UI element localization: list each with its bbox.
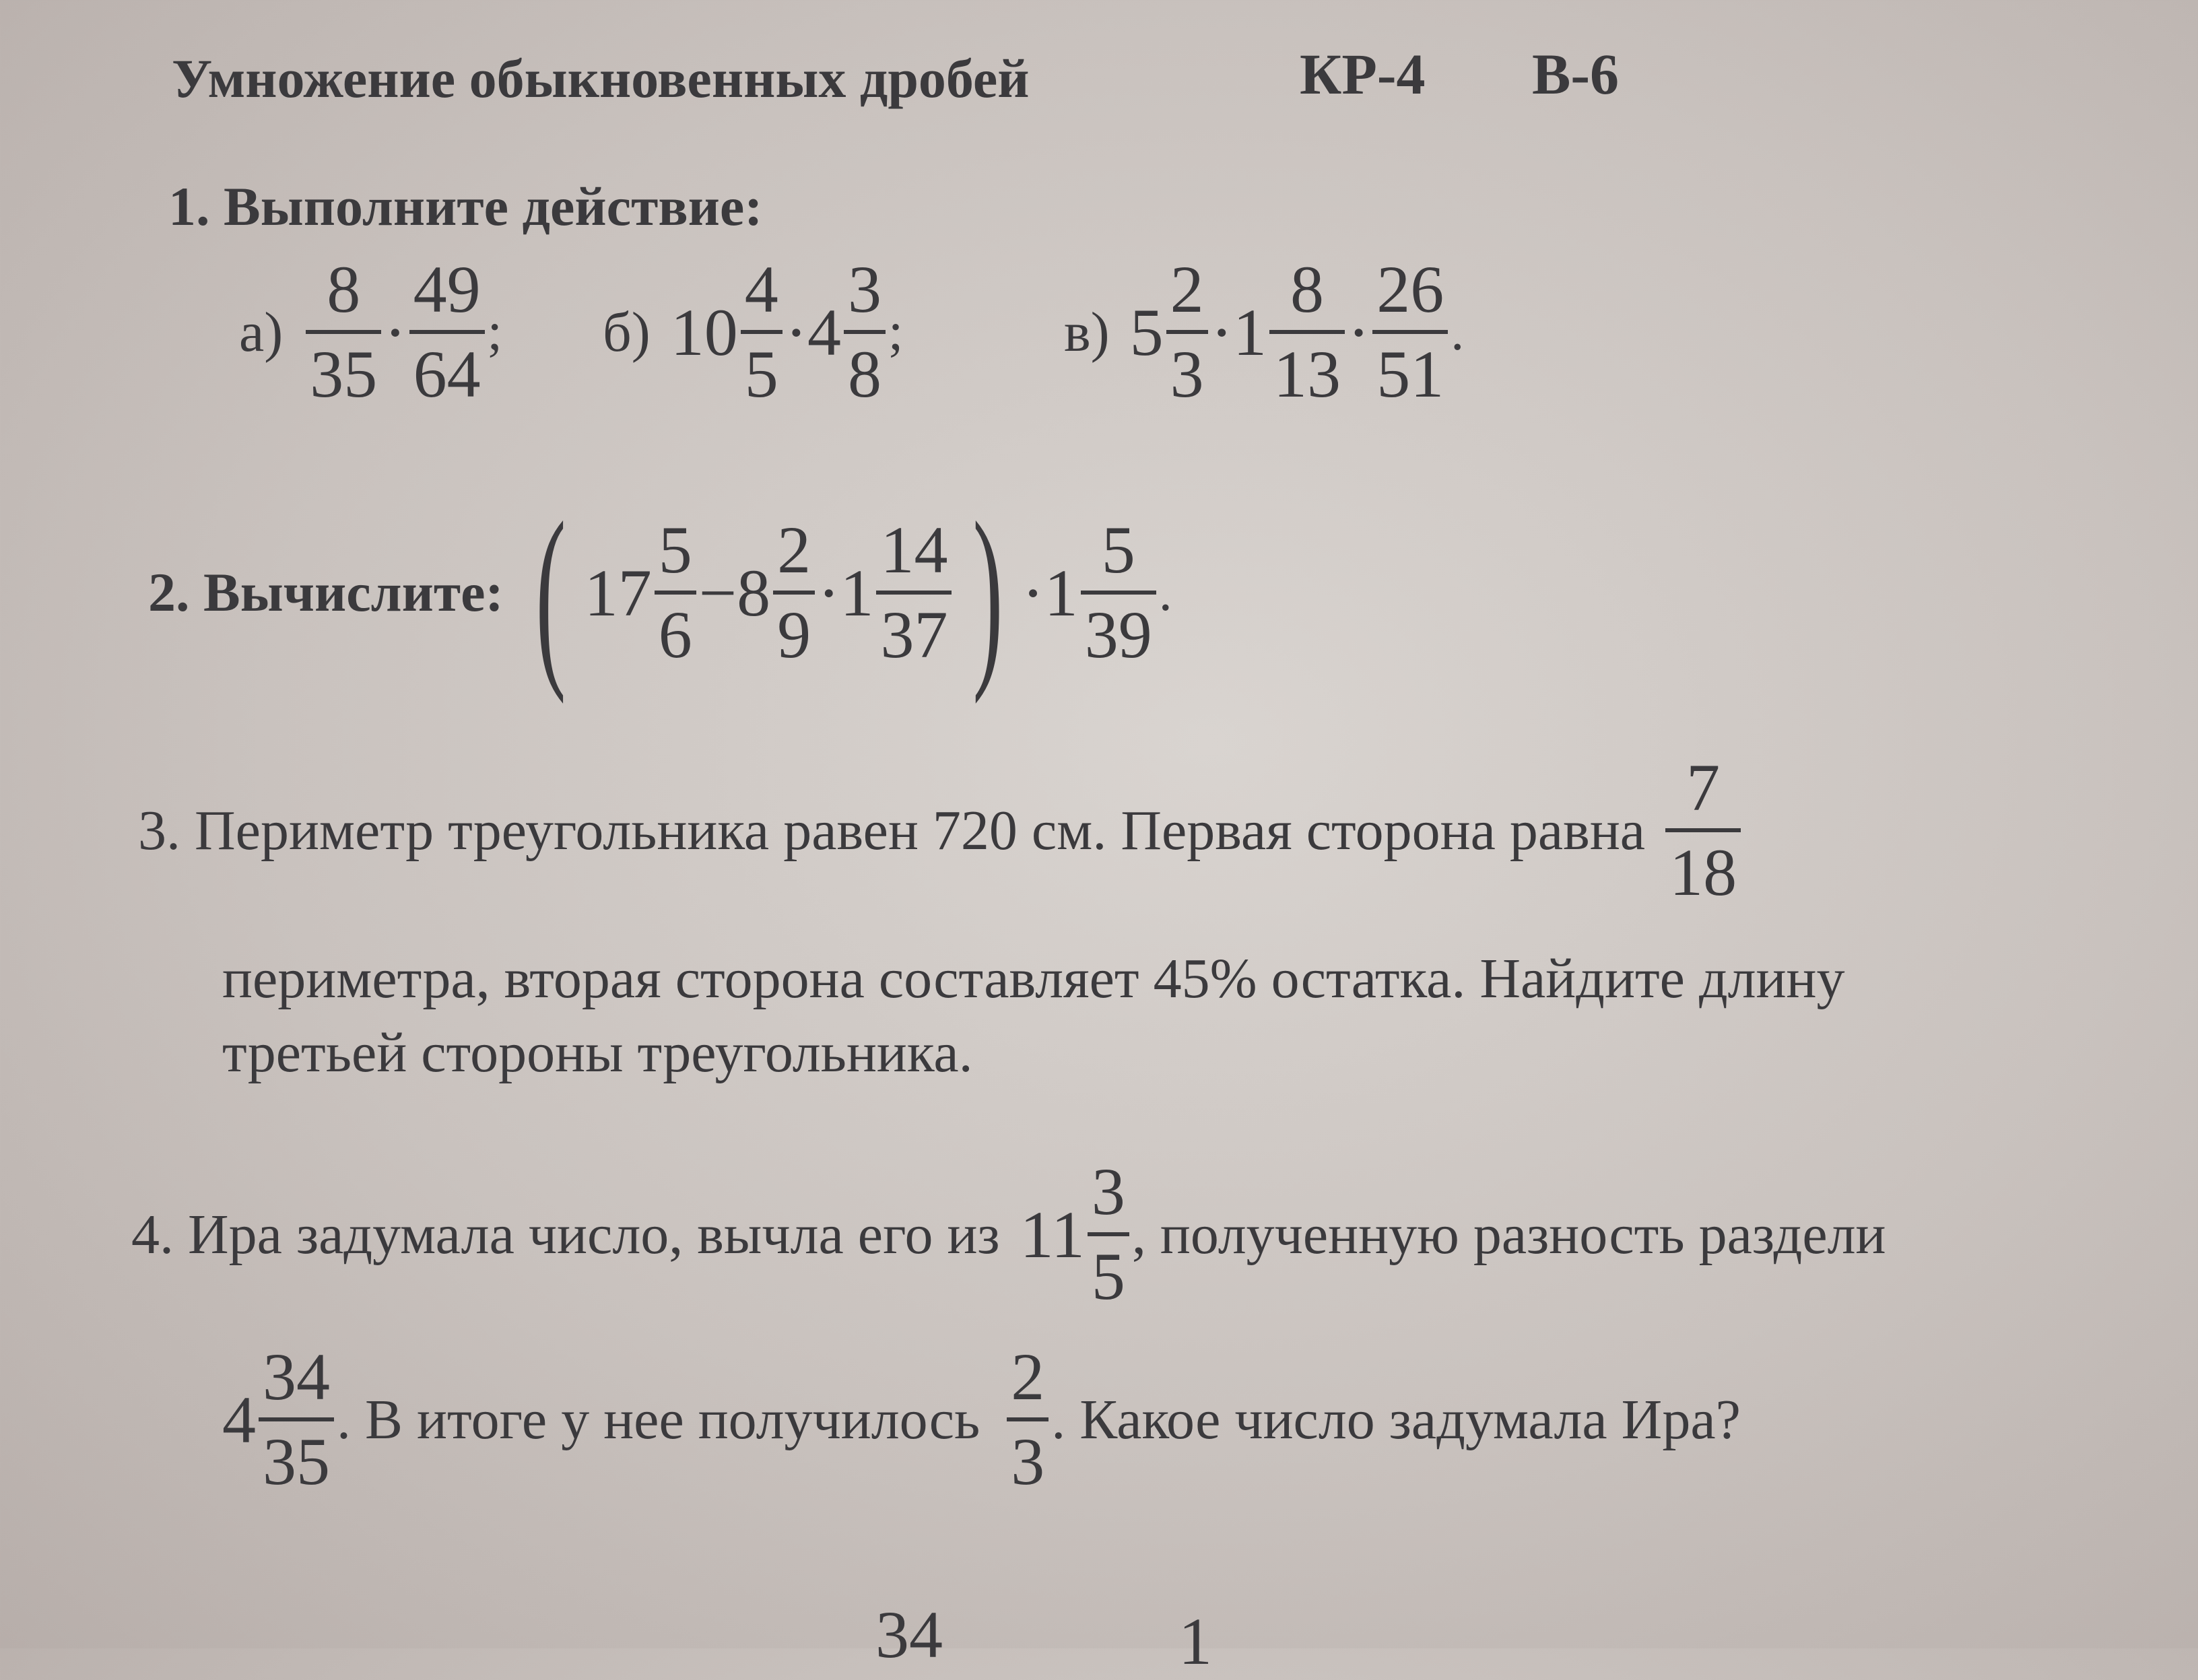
fraction: 3 5 (1088, 1158, 1129, 1310)
cutoff-number: 34 (875, 1597, 943, 1672)
task1-heading: 1. Выполните действие: (168, 176, 763, 237)
task1-a-label: а) (239, 300, 284, 364)
worksheet-code: КР-4 (1300, 42, 1426, 106)
fraction: 7 18 (1665, 754, 1741, 906)
task1-expression-v: в) 5 2 3 · 1 8 13 · 26 51 . (1064, 252, 1465, 411)
worksheet-variant: В-6 (1532, 42, 1619, 106)
right-paren: ) (972, 481, 1003, 704)
task3-line2: периметра, вторая сторона составляет 45% остатка. Найдите длину (222, 947, 1845, 1010)
task1-v-label: в) (1064, 300, 1110, 364)
cutoff-number: 1 (1178, 1604, 1212, 1679)
task3-line3: третьей стороны треугольника. (222, 1021, 973, 1084)
fraction: 14 37 (876, 516, 952, 669)
fraction: 4 5 (741, 256, 782, 408)
fraction: 8 35 (306, 256, 381, 408)
fraction: 5 6 (655, 516, 696, 669)
task1-b-label: б) (603, 300, 651, 364)
task2-heading: 2. Вычислите: (148, 562, 504, 623)
task1-expression-b: б) 10 4 5 · 4 3 8 ; (603, 252, 904, 411)
fraction: 2 3 (1166, 256, 1208, 408)
fraction: 49 64 (409, 256, 485, 408)
task2-expression: 2. Вычислите: ( 17 5 6 − 8 2 9 · 1 14 37 ) · 1 5 39 . (148, 481, 1172, 704)
fraction: 5 39 (1081, 516, 1156, 669)
task4-line1: 4. Ира задумала число, вычла его из 11 3 5 , полученную разность раздели (131, 1154, 1886, 1314)
fraction: 2 9 (773, 516, 815, 669)
fraction: 3 8 (844, 256, 886, 408)
fraction: 2 3 (1007, 1343, 1048, 1496)
worksheet-title: Умножение обыкновенных дробей (172, 48, 1030, 109)
task3-line1: 3. Периметр треугольника равен 720 см. Первая сторона равна 7 18 (138, 754, 1743, 906)
fraction: 8 13 (1269, 256, 1345, 408)
left-paren: ( (535, 481, 566, 704)
task4-line2: 4 34 35 . В итоге у нее получилось 2 3 . Какое число задумала Ира? (222, 1339, 1741, 1499)
task1-expression-a: а) 8 35 · 49 64 ; (239, 252, 502, 411)
fraction: 26 51 (1372, 256, 1448, 408)
fraction: 34 35 (259, 1343, 334, 1496)
